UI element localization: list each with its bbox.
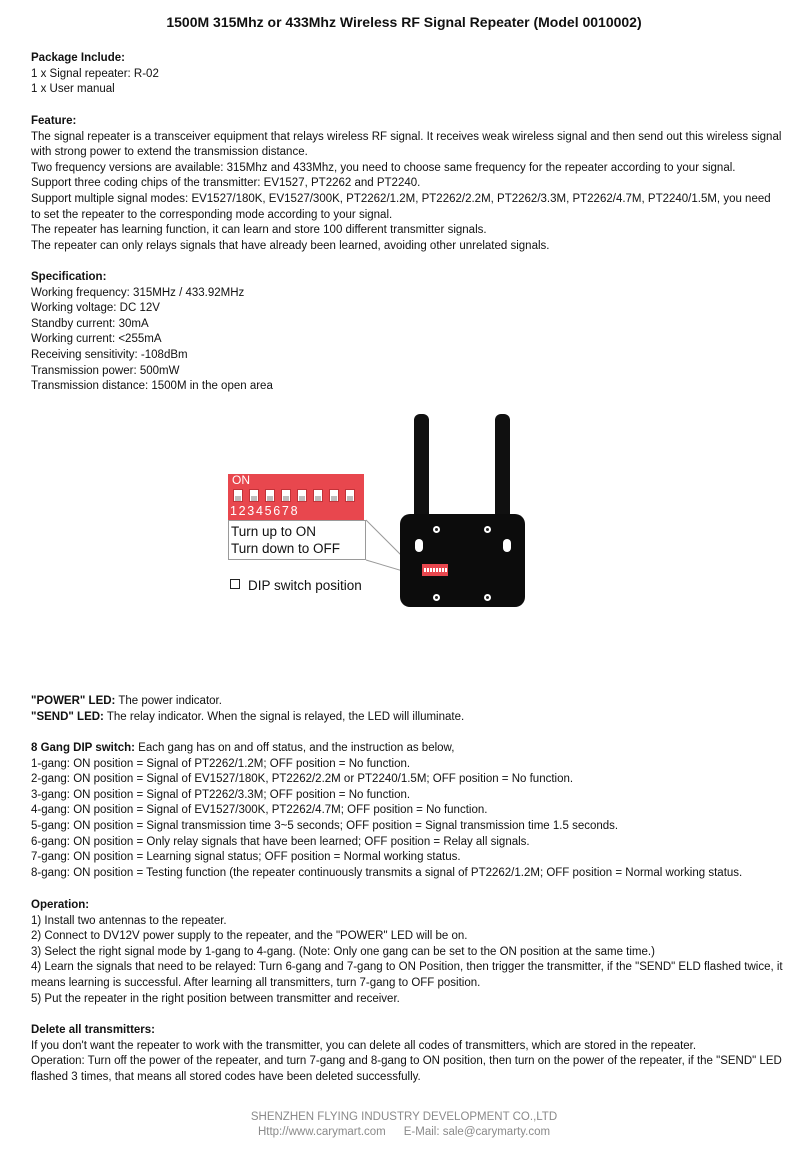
document-title: 1500M 315Mhz or 433Mhz Wireless RF Signal Repeater (Model 0010002): [166, 14, 642, 30]
operation-section: [31, 898, 783, 1007]
feature-paragraph: Support three coding chips of the transmitter: EV1527, PT2262 and PT2240.: [31, 177, 421, 190]
dip-on-label: ON: [232, 473, 250, 487]
send-led-label: "SEND" LED:: [31, 710, 104, 723]
footer-website: Http://www.carymart.com: [257, 1126, 386, 1138]
mount-slot: [415, 539, 423, 552]
feature-paragraph: The repeater can only relays signals that have already been learned, avoiding other unrelated signals.: [31, 239, 550, 252]
package-section: [31, 51, 783, 98]
dip-position-text: DIP switch position: [248, 578, 362, 593]
spec-item: Working voltage: DC 12V: [31, 302, 160, 315]
footer-company: SHENZHEN FLYING INDUSTRY DEVELOPMENT CO.,LTD: [250, 1111, 558, 1123]
specification-section: [31, 270, 783, 395]
feature-paragraph: Two frequency versions are available: 315Mhz and 433Mhz, you need to choose same frequency for the repeater according to your signal.: [31, 161, 736, 174]
send-led-text: The relay indicator. When the signal is relayed, the LED will illuminate.: [103, 710, 465, 723]
operation-item: 5) Put the repeater in the right position between transmitter and receiver.: [31, 992, 400, 1005]
package-heading: Package Include:: [31, 52, 125, 64]
operation-item: 3) Select the right signal mode by 1-gang to 4-gang. (Note: Only one gang can be set to the ON position at the same time.): [31, 945, 655, 958]
feature-paragraph: The signal repeater is a transceiver equipment that relays wireless RF signal. It receives weak wireless signal and then send out this wireless signal with strong power to extend the transmission distance.: [31, 130, 782, 159]
dip-item: 4-gang: ON position = Signal of EV1527/300K, PT2262/4.7M; OFF position = No function.: [31, 804, 488, 817]
spec-item: Standby current: 30mA: [31, 317, 149, 330]
dip-item: 5-gang: ON position = Signal transmission time 3~5 seconds; OFF position = Signal transmission time 1.5 seconds.: [31, 819, 619, 832]
power-led-text: The power indicator.: [115, 695, 222, 707]
screw-hole: [433, 594, 440, 601]
package-item: 1 x User manual: [31, 83, 115, 96]
delete-item: If you don't want the repeater to work with the transmitter, you can delete all codes of transmitters, which are stored in the repeater.: [31, 1039, 697, 1052]
dip-numbers: 12345678: [230, 504, 300, 518]
feature-heading: Feature:: [31, 115, 77, 127]
footer-contact: [0, 1125, 808, 1140]
operation-item: 2) Connect to DV12V power supply to the repeater, and the "POWER" LED will be on.: [31, 930, 468, 943]
spec-item: Transmission distance: 1500M in the open area: [31, 380, 273, 393]
power-led-line: [31, 694, 783, 710]
dip-item: 3-gang: ON position = Signal of PT2262/3.3M; OFF position = No function.: [31, 788, 411, 801]
delete-heading: Delete all transmitters:: [31, 1024, 155, 1036]
feature-paragraph: Support multiple signal modes: EV1527/180K, EV1527/300K, PT2262/1.2M, PT2262/2.2M, PT2262/3.3M, PT2262/4.7M, PT2240/1.5M, you need to set the repeater to the corresponding mode according to your signal.: [31, 192, 771, 221]
antenna-left: [414, 414, 429, 526]
caption-off: Turn down to OFF: [231, 541, 341, 556]
dip-item: 2-gang: ON position = Signal of EV1527/180K, PT2262/2.2M or PT2240/1.5M; OFF position = No function.: [31, 773, 574, 786]
dip-item: 1-gang: ON position = Signal of PT2262/1.2M; OFF position = No function.: [31, 757, 411, 770]
repeater-case: [400, 514, 525, 607]
footer-email: E-Mail: sale@carymarty.com: [403, 1126, 551, 1138]
dip-item: 7-gang: ON position = Learning signal status; OFF position = Normal working status.: [31, 851, 461, 864]
power-led-label: "POWER" LED:: [31, 695, 116, 707]
dip-item: 8-gang: ON position = Testing function (the repeater continuously transmits a signal of PT2262/1.2M; OFF position = Normal working status.: [31, 866, 743, 879]
antenna-right: [495, 414, 510, 526]
dip-switch-figure: [220, 412, 540, 612]
dip-item: 6-gang: ON position = Only relay signals that have been learned; OFF position = Relay all signals.: [31, 835, 530, 848]
screw-hole: [484, 594, 491, 601]
spec-item: Working frequency: 315MHz / 433.92MHz: [31, 286, 245, 299]
mount-slot: [503, 539, 511, 552]
repeater-device: [400, 412, 525, 608]
spec-heading: Specification:: [31, 271, 107, 283]
dip-intro-line: [31, 741, 783, 757]
operation-item: 1) Install two antennas to the repeater.: [31, 914, 227, 927]
footer: [0, 1110, 808, 1140]
delete-section: [31, 1023, 783, 1085]
package-item: 1 x Signal repeater: R-02: [31, 67, 159, 80]
caption-on: Turn up to ON: [231, 524, 317, 539]
feature-section: [31, 114, 783, 254]
send-led-line: [31, 710, 783, 726]
operation-item: 4) Learn the signals that need to be relayed: Turn 6-gang and 7-gang to ON Position, then trigger the transmitter, if the "SEND" ELD flashed twice, it means learning is successful. After learning all transmitters, turn 7-gang to OFF position.: [31, 961, 783, 989]
screw-hole: [433, 526, 440, 533]
led-section: [31, 694, 783, 725]
device-dip-switch: [422, 564, 448, 576]
spec-item: Receiving sensitivity: -108dBm: [31, 348, 188, 361]
dip-intro: Each gang has on and off status, and the instruction as below,: [134, 742, 455, 754]
dip-heading: 8 Gang DIP switch:: [31, 742, 135, 754]
delete-item: Operation: Turn off the power of the repeater, and turn 7-gang and 8-gang to ON position, then turn on the power of the repeater, if the "SEND" LED flashed 3 times, that means all stored codes have been deleted successfully.: [31, 1055, 782, 1083]
operation-heading: Operation:: [31, 899, 90, 911]
spec-item: Transmission power: 500mW: [31, 364, 180, 377]
screw-hole: [484, 526, 491, 533]
spec-item: Working current: <255mA: [31, 333, 162, 346]
dip-switch-section: [31, 741, 783, 881]
feature-paragraph: The repeater has learning function, it can learn and store 100 different transmitter signals.: [31, 224, 487, 237]
